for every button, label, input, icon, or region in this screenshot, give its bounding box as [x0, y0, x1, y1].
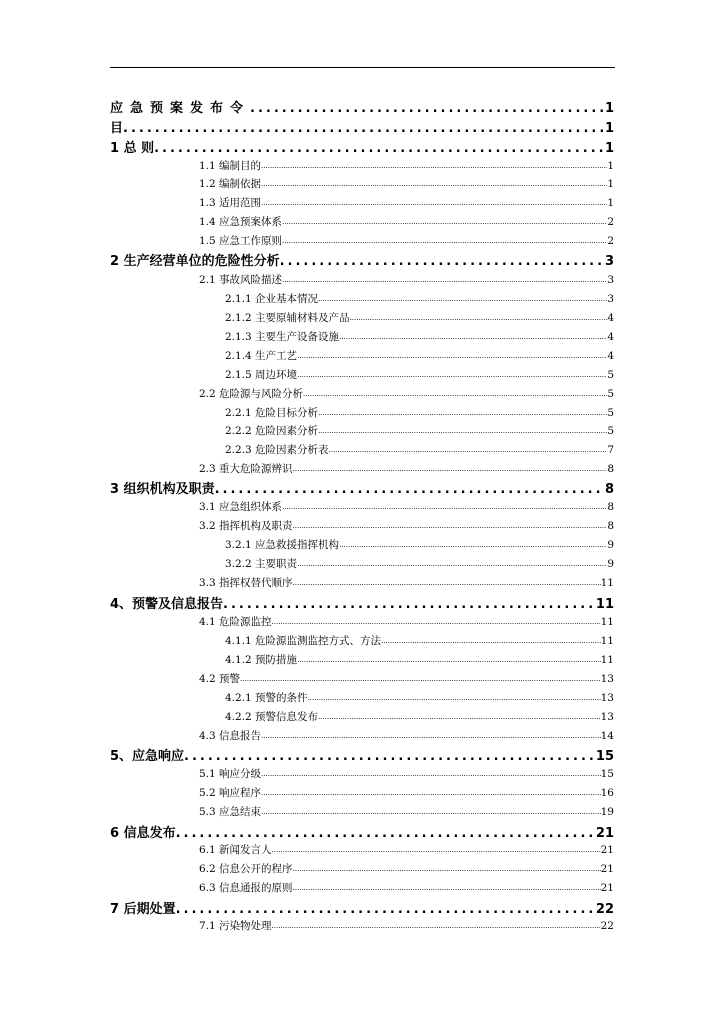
toc-entry-title: 2.1.5 周边环境: [225, 368, 298, 380]
toc-entry[interactable]: [225, 326, 614, 342]
toc-leader-dots: [318, 288, 607, 304]
toc-entry-page-number: 8: [604, 482, 614, 496]
toc-leader-dots: [297, 364, 607, 380]
toc-entry[interactable]: [225, 706, 614, 722]
toc-entry-page-number: 4: [607, 349, 614, 361]
toc-leader-dots: [303, 383, 607, 399]
toc-entry[interactable]: [225, 402, 614, 418]
toc-entry-title: 2.2.2 危险因素分析: [225, 424, 319, 436]
toc-leader-dots: [282, 496, 607, 512]
toc-leader-dots: [318, 420, 607, 436]
toc-leader-dots: [215, 480, 605, 496]
toc-entry[interactable]: [225, 553, 614, 569]
toc-entry[interactable]: [199, 192, 614, 208]
toc-entry-title: 2.2.1 危险目标分析: [225, 406, 319, 418]
toc-leader-dots: [339, 326, 607, 342]
toc-entry-page-number: 2: [607, 234, 614, 246]
toc-entry-page-number: 8: [607, 519, 614, 531]
toc-leader-dots: [293, 572, 601, 588]
toc-leader-dots: [261, 725, 601, 741]
toc-entry[interactable]: [110, 248, 614, 268]
toc-entry-title: 1.1 编制目的: [199, 159, 262, 171]
toc-leader-dots: [261, 763, 601, 779]
toc-entry-page-number: 15: [600, 767, 614, 779]
toc-entry-page-number: 9: [607, 538, 614, 550]
toc-entry-title: 2.2.3 危险因素分析表: [225, 443, 329, 455]
toc-leader-dots: [272, 611, 601, 627]
toc-entry-title: 4.2.2 预警信息发布: [225, 710, 319, 722]
toc-entry-title: 2.3 重大危险源辨识: [199, 462, 293, 474]
toc-entry[interactable]: [199, 515, 614, 531]
toc-leader-dots: [184, 747, 596, 763]
toc-leader-dots: [272, 915, 601, 931]
toc-entry[interactable]: [199, 782, 614, 798]
toc-entry-title: 3.1 应急组织体系: [199, 500, 283, 512]
toc-entry-page-number: 5: [607, 387, 614, 399]
toc-entry-title: 6.2 信息公开的程序: [199, 862, 293, 874]
toc-entry-page-number: 1: [607, 159, 614, 171]
toc-entry-page-number: 2: [607, 215, 614, 227]
toc-entry[interactable]: [199, 611, 614, 627]
toc-entry[interactable]: [199, 572, 614, 588]
toc-entry-title: 3.2 指挥机构及职责: [199, 519, 293, 531]
toc-entry-title: 3.3 指挥权替代顺序: [199, 576, 293, 588]
toc-entry-page-number: 8: [607, 500, 614, 512]
toc-leader-dots: [293, 515, 608, 531]
toc-entry-title: 3 组织机构及职责: [110, 482, 215, 496]
toc-entry-page-number: 7: [607, 443, 614, 455]
toc-entry-page-number: 1: [604, 101, 614, 115]
toc-entry-page-number: 15: [595, 749, 614, 763]
toc-entry-page-number: 21: [600, 881, 614, 893]
toc-entry-page-number: 4: [607, 311, 614, 323]
toc-entry[interactable]: [199, 458, 614, 474]
toc-entry[interactable]: [199, 383, 614, 399]
toc-entry-title: 2.1.1 企业基本情况: [225, 292, 319, 304]
toc-entry-page-number: 14: [600, 729, 614, 741]
toc-entry[interactable]: [199, 155, 614, 171]
toc-entry-title: 5.3 应急结束: [199, 805, 262, 817]
toc-entry-page-number: 3: [607, 292, 614, 304]
toc-entry-page-number: 19: [600, 805, 614, 817]
toc-entry-page-number: 5: [607, 424, 614, 436]
toc-entry[interactable]: [110, 115, 614, 135]
toc-entry-title: 5.1 响应分级: [199, 767, 262, 779]
toc-entry-page-number: 13: [600, 672, 614, 684]
toc-entry[interactable]: [225, 439, 614, 455]
toc-entry-page-number: 22: [595, 902, 614, 916]
toc-entry[interactable]: [110, 95, 614, 115]
toc-entry-title: 4.1 危险源监控: [199, 615, 272, 627]
header-rule: [110, 67, 615, 68]
toc-entry-title: 5、应急响应: [110, 749, 185, 763]
toc-entry-title: 目: [110, 121, 124, 135]
toc-entry-page-number: 11: [600, 634, 614, 646]
toc-leader-dots: [280, 252, 605, 268]
toc-leader-dots: [318, 706, 601, 722]
toc-entry[interactable]: [199, 496, 614, 512]
toc-entry-title: 1.5 应急工作原则: [199, 234, 283, 246]
toc-leader-dots: [154, 139, 605, 155]
toc-leader-dots: [297, 553, 607, 569]
toc-entry-page-number: 16: [600, 786, 614, 798]
toc-entry[interactable]: [225, 687, 614, 703]
toc-leader-dots: [123, 119, 605, 135]
toc-entry[interactable]: [199, 763, 614, 779]
toc-entry-title: 4.1.1 危险源监测监控方式、方法: [225, 634, 382, 646]
toc-entry-page-number: 3: [604, 254, 614, 268]
toc-entry[interactable]: [110, 135, 614, 155]
toc-entry[interactable]: [110, 476, 614, 496]
toc-leader-dots: [261, 801, 601, 817]
toc-leader-dots: [240, 668, 601, 684]
toc-entry[interactable]: [110, 743, 614, 763]
toc-leader-dots: [350, 307, 608, 323]
toc-leader-dots: [329, 439, 608, 455]
toc-entry-title: 2 生产经营单位的危险性分析: [110, 254, 280, 268]
toc-entry-title: 7 后期处置: [110, 902, 176, 916]
toc-entry-title: 6 信息发布: [110, 826, 176, 840]
toc-entry-page-number: 3: [607, 273, 614, 285]
toc-entry-title: 4.2.1 预警的条件: [225, 691, 308, 703]
toc-leader-dots: [176, 900, 596, 916]
toc-leader-dots: [293, 877, 601, 893]
toc-leader-dots: [297, 345, 607, 361]
toc-entry-title: 6.1 新闻发言人: [199, 843, 272, 855]
toc-entry-page-number: 1: [607, 196, 614, 208]
toc-entry[interactable]: [225, 288, 614, 304]
toc-entry-title: 3.2.2 主要职责: [225, 557, 298, 569]
toc-entry-title: 4.2 预警: [199, 672, 241, 684]
toc-entry-title: 2.1.3 主要生产设备设施: [225, 330, 340, 342]
toc-entry[interactable]: [199, 725, 614, 741]
toc-entry-page-number: 9: [607, 557, 614, 569]
toc-entry-page-number: 11: [600, 576, 614, 588]
toc-entry-title: 1 总 则: [110, 141, 155, 155]
toc-entry-page-number: 1: [604, 121, 614, 135]
toc-entry[interactable]: [199, 668, 614, 684]
toc-leader-dots: [297, 649, 601, 665]
toc-entry-page-number: 8: [607, 462, 614, 474]
toc-leader-dots: [282, 269, 607, 285]
toc-leader-dots: [308, 687, 601, 703]
toc-entry[interactable]: [199, 211, 614, 227]
toc-entry-page-number: 21: [600, 862, 614, 874]
toc-entry[interactable]: [225, 630, 614, 646]
toc-leader-dots: [339, 534, 607, 550]
toc-entry-title: 7.1 污染物处理: [199, 919, 272, 931]
toc-entry-title: 5.2 响应程序: [199, 786, 262, 798]
toc-entry[interactable]: [199, 839, 614, 855]
toc-entry[interactable]: [225, 534, 614, 550]
toc-leader-dots: [318, 402, 607, 418]
toc-entry[interactable]: [110, 896, 614, 916]
toc-entry[interactable]: [199, 230, 614, 246]
toc-entry-page-number: 11: [595, 597, 614, 611]
toc-leader-dots: [261, 155, 607, 171]
toc-leader-dots: [282, 230, 607, 246]
toc-entry[interactable]: [225, 649, 614, 665]
toc-leader-dots: [272, 839, 601, 855]
toc-entry-title: 4、预警及信息报告: [110, 597, 224, 611]
toc-leader-dots: [261, 782, 601, 798]
toc-entry-title: 2.1 事故风险描述: [199, 273, 283, 285]
toc-entry-title: 1.4 应急预案体系: [199, 215, 283, 227]
toc-leader-dots: [282, 211, 607, 227]
toc-leader-dots: [223, 595, 596, 611]
toc-entry[interactable]: [199, 877, 614, 893]
toc-entry-title: 应急预案发布令: [110, 101, 251, 115]
toc-entry-page-number: 1: [607, 177, 614, 189]
toc-entry-title: 1.2 编制依据: [199, 177, 262, 189]
toc-entry-page-number: 4: [607, 330, 614, 342]
toc-entry[interactable]: [225, 420, 614, 436]
toc-entry[interactable]: [110, 820, 614, 840]
toc-leader-dots: [381, 630, 601, 646]
toc-entry-title: 2.2 危险源与风险分析: [199, 387, 304, 399]
toc-leader-dots: [176, 824, 596, 840]
toc-entry-page-number: 21: [595, 826, 614, 840]
toc-leader-dots: [261, 192, 607, 208]
toc-entry-title: 4.1.2 预防措施: [225, 653, 298, 665]
toc-entry-page-number: 11: [600, 653, 614, 665]
toc-leader-dots: [293, 458, 608, 474]
toc-entry[interactable]: [199, 801, 614, 817]
toc-entry-page-number: 13: [600, 691, 614, 703]
toc-entry-title: 2.1.4 生产工艺: [225, 349, 298, 361]
toc-entry[interactable]: [110, 591, 614, 611]
toc-entry-title: 6.3 信息通报的原则: [199, 881, 293, 893]
toc-entry[interactable]: [225, 307, 614, 323]
toc-entry-title: 4.3 信息报告: [199, 729, 262, 741]
toc-entry-title: 2.1.2 主要原辅材料及产品: [225, 311, 350, 323]
toc-leader-dots: [261, 173, 607, 189]
toc-entry[interactable]: [199, 269, 614, 285]
toc-entry-page-number: 1: [604, 141, 614, 155]
toc-entry-page-number: 5: [607, 406, 614, 418]
toc-entry[interactable]: [225, 345, 614, 361]
toc-entry-page-number: 11: [600, 615, 614, 627]
toc-entry[interactable]: [225, 364, 614, 380]
toc-entry-title: 1.3 适用范围: [199, 196, 262, 208]
toc-entry-page-number: 21: [600, 843, 614, 855]
toc-entry-page-number: 13: [600, 710, 614, 722]
toc-leader-dots: [250, 99, 605, 115]
toc-entry[interactable]: [199, 173, 614, 189]
toc-entry[interactable]: [199, 858, 614, 874]
toc-entry-title: 3.2.1 应急救援指挥机构: [225, 538, 340, 550]
toc-entry-page-number: 5: [607, 368, 614, 380]
toc-entry[interactable]: [199, 915, 614, 931]
toc-leader-dots: [293, 858, 601, 874]
toc-entry-page-number: 22: [600, 919, 614, 931]
